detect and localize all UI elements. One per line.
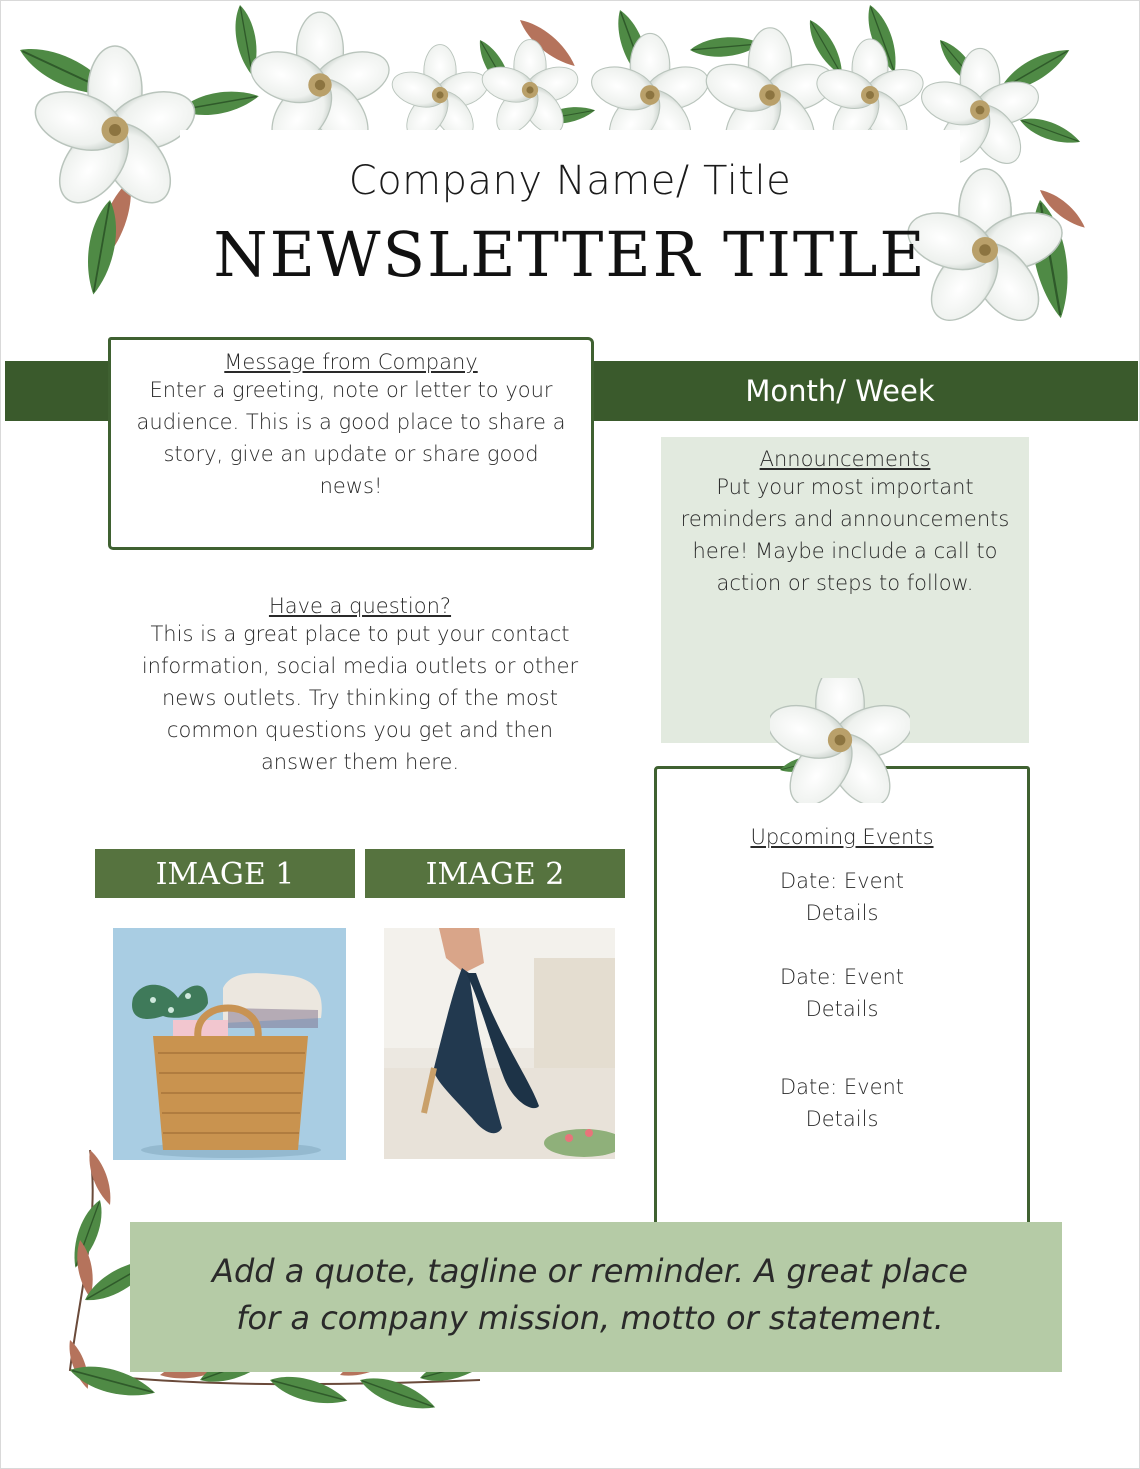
event-details: Details	[805, 901, 879, 925]
message-box	[108, 337, 594, 550]
quote-line-2: for a company mission, motto or statement.	[236, 1299, 944, 1337]
announcements-body: Put your most important reminders and announcements here! Maybe include a call to action or steps to follow.	[680, 475, 1010, 595]
shoes-photo	[384, 928, 615, 1159]
question-heading: Have a question?	[268, 594, 452, 618]
quote-line-1: Add a quote, tagline or reminder. A great place	[212, 1252, 968, 1290]
image2-label: IMAGE 2	[365, 849, 625, 898]
event-date: Date: Event	[779, 965, 905, 989]
question-body: This is a great place to put your contact information, social media outlets or other news outlets. Try thinking of the most common questions you get and then answer them here.	[141, 622, 579, 774]
image1-label: IMAGE 1	[95, 849, 355, 898]
quote-text	[190, 1248, 990, 1342]
magnolia-flower-small	[770, 678, 910, 803]
company-name: Company Name/ Title	[348, 158, 792, 204]
event-details: Details	[805, 997, 879, 1021]
announcements-heading: Announcements	[759, 447, 931, 471]
message-body: Enter a greeting, note or letter to your audience. This is a good place to share a story, give an update or share good news!	[136, 378, 566, 498]
message-heading: Message from Company	[224, 350, 478, 374]
event-item	[657, 1071, 1027, 1135]
question-block	[130, 594, 590, 778]
event-item	[657, 961, 1027, 1025]
newsletter-title: NEWSLETTER TITLE	[213, 218, 927, 291]
events-heading: Upcoming Events	[750, 825, 934, 849]
month-week-label: Month/ Week	[745, 374, 935, 408]
event-date: Date: Event	[779, 1075, 905, 1099]
events-box	[654, 766, 1030, 1242]
event-date: Date: Event	[779, 869, 905, 893]
basket-photo	[113, 928, 346, 1160]
event-item	[657, 865, 1027, 929]
event-details: Details	[805, 1107, 879, 1131]
